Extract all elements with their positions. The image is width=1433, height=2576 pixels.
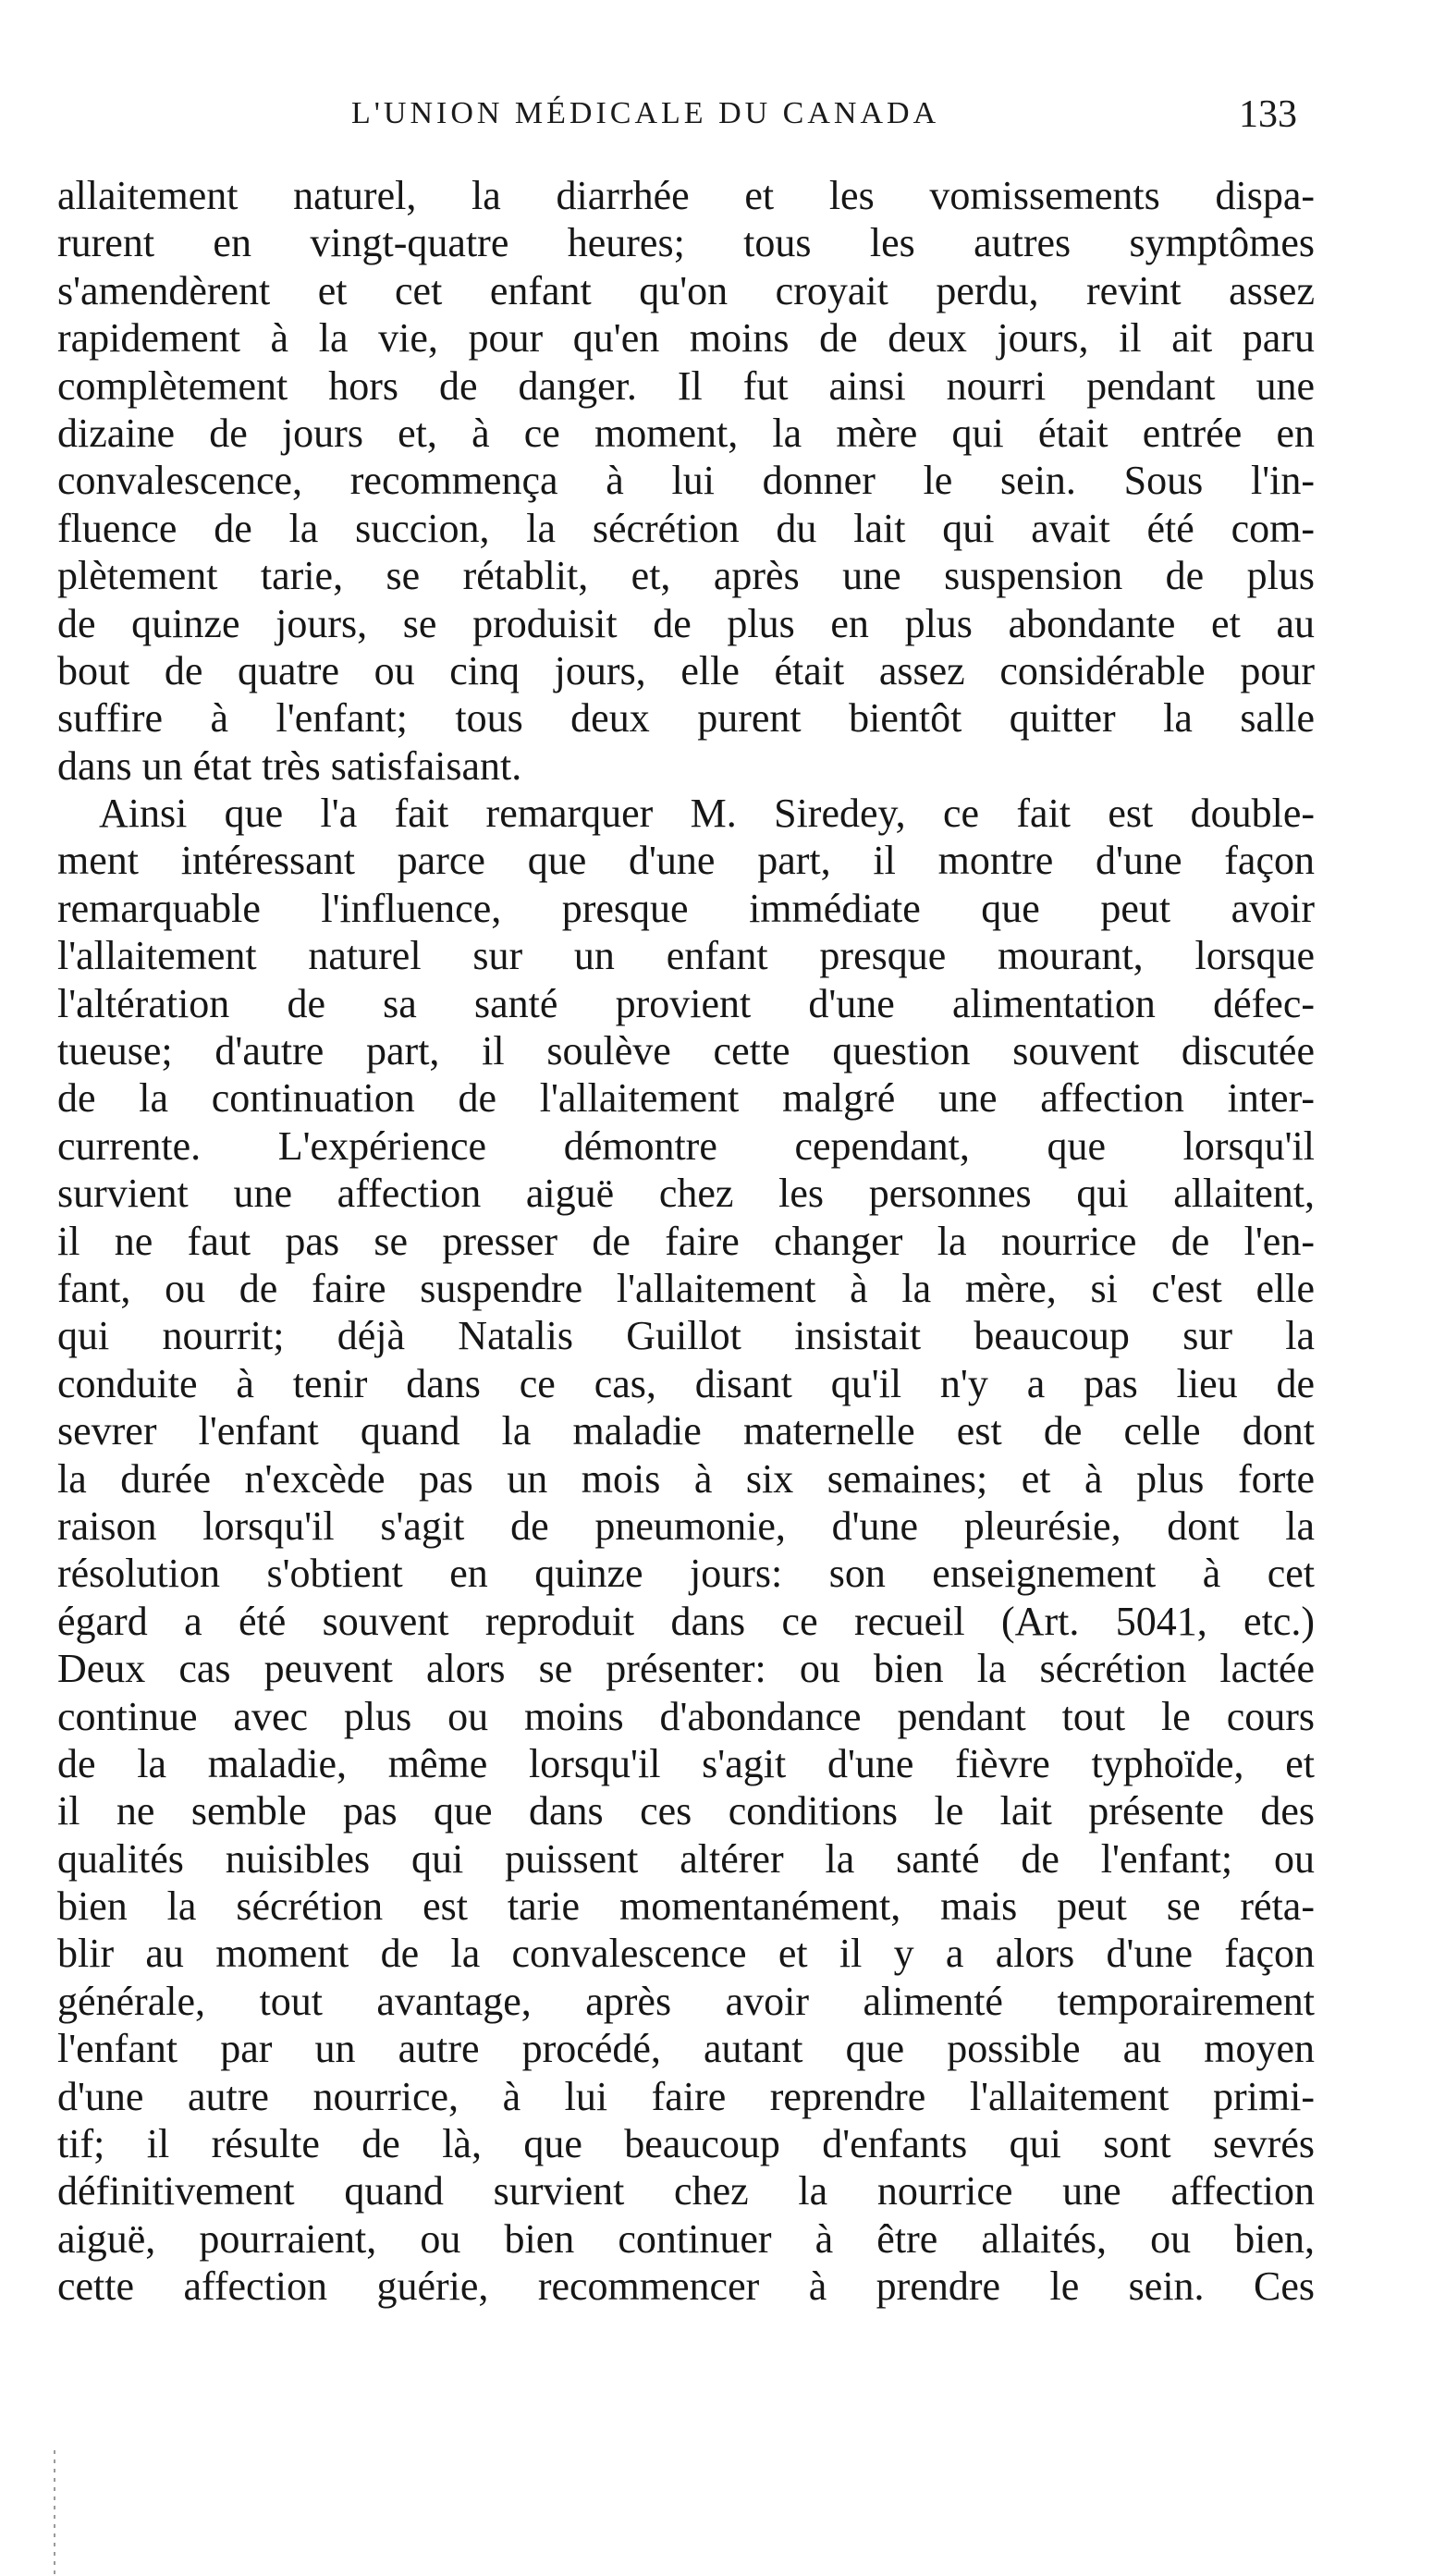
text-line: continue avec plus ou moins d'abondance pendant tout le cours bbox=[57, 1693, 1315, 1739]
page-number: 133 bbox=[1239, 93, 1297, 136]
body-text bbox=[57, 172, 1315, 2311]
text-line: conduite à tenir dans ce cas, disant qu'il n'y a pas lieu de bbox=[57, 1360, 1315, 1406]
text-line: tueuse; d'autre part, il soulève cette question souvent discutée bbox=[57, 1028, 1315, 1074]
text-line: s'amendèrent et cet enfant qu'on croyait perdu, revint assez bbox=[57, 267, 1315, 313]
text-line: remarquable l'influence, presque immédiate que peut avoir bbox=[57, 885, 1315, 931]
text-line: plètement tarie, se rétablit, et, après une suspension de plus bbox=[57, 553, 1315, 599]
text-line: de la continuation de l'allaitement malgré une affection inter- bbox=[57, 1075, 1315, 1122]
text-line: ment intéressant parce que d'une part, il montre d'une façon bbox=[57, 838, 1315, 884]
text-line: bout de quatre ou cinq jours, elle était assez considérable pour bbox=[57, 647, 1315, 693]
scan-margin-mark bbox=[54, 2450, 55, 2576]
text-line: générale, tout avantage, après avoir alimenté temporairement bbox=[57, 1978, 1315, 2024]
running-title: L'UNION MÉDICALE DU CANADA bbox=[351, 96, 940, 130]
text-line: blir au moment de la convalescence et il y a alors d'une façon bbox=[57, 1931, 1315, 1977]
text-line: complètement hors de danger. Il fut ainsi nourri pendant une bbox=[57, 362, 1315, 409]
text-line: définitivement quand survient chez la nourrice une affection bbox=[57, 2168, 1315, 2214]
text-line: allaitement naturel, la diarrhée et les vomissements dispa- bbox=[57, 173, 1315, 218]
text-line: résolution s'obtient en quinze jours: son enseignement à cet bbox=[57, 1551, 1315, 1597]
text-line: convalescence, recommença à lui donner le sein. Sous l'in- bbox=[57, 458, 1315, 504]
text-line: de quinze jours, se produisit de plus en plus abondante et au bbox=[57, 600, 1315, 646]
text-line: il ne semble pas que dans ces conditions le lait présente des bbox=[57, 1788, 1315, 1834]
paragraph-1 bbox=[57, 172, 1315, 790]
text-line: rurent en vingt-quatre heures; tous les autres symptômes bbox=[57, 220, 1315, 266]
text-line: égard a été souvent reproduit dans ce recueil (Art. 5041, etc.) bbox=[57, 1598, 1315, 1644]
text-line: l'altération de sa santé provient d'une alimentation défec- bbox=[57, 980, 1315, 1026]
text-line: suffire à l'enfant; tous deux purent bientôt quitter la salle bbox=[57, 695, 1315, 742]
text-line: Ainsi que l'a fait remarquer M. Siredey, ce fait est double- bbox=[99, 791, 1315, 837]
text-line: l'enfant par un autre procédé, autant que possible au moyen bbox=[57, 2026, 1315, 2072]
text-line: de la maladie, même lorsqu'il s'agit d'une fièvre typhoïde, et bbox=[57, 1740, 1315, 1786]
text-line: rapidement à la vie, pour qu'en moins de deux jours, il ait paru bbox=[57, 315, 1315, 362]
text-line: fluence de la succion, la sécrétion du lait qui avait été com- bbox=[57, 505, 1315, 551]
text-line: la durée n'excède pas un mois à six semaines; et à plus forte bbox=[57, 1455, 1315, 1502]
text-line: aiguë, pourraient, ou bien continuer à être allaités, ou bien, bbox=[57, 2215, 1315, 2262]
text-line: raison lorsqu'il s'agit de pneumonie, d'une pleurésie, dont la bbox=[57, 1503, 1315, 1549]
text-line: currente. L'expérience démontre cependant, que lorsqu'il bbox=[57, 1122, 1315, 1169]
text-line: l'allaitement naturel sur un enfant presque mourant, lorsque bbox=[57, 933, 1315, 979]
text-line: cette affection guérie, recommencer à prendre le sein. Ces bbox=[57, 2263, 1315, 2310]
text-line: d'une autre nourrice, à lui faire reprendre l'allaitement primi- bbox=[57, 2073, 1315, 2119]
text-line: qualités nuisibles qui puissent altérer la santé de l'enfant; ou bbox=[57, 1835, 1315, 1882]
text-line: dans un état très satisfaisant. bbox=[57, 742, 522, 789]
text-line: survient une affection aiguë chez les personnes qui allaitent, bbox=[57, 1171, 1315, 1217]
text-line: il ne faut pas se presser de faire changer la nourrice de l'en- bbox=[57, 1218, 1315, 1264]
text-line: Deux cas peuvent alors se présenter: ou bien la sécrétion lactée bbox=[57, 1646, 1315, 1692]
text-line: qui nourrit; déjà Natalis Guillot insistait beaucoup sur la bbox=[57, 1313, 1315, 1359]
text-line: fant, ou de faire suspendre l'allaitement à la mère, si c'est elle bbox=[57, 1265, 1315, 1311]
text-line: tif; il résulte de là, que beaucoup d'enfants qui sont sevrés bbox=[57, 2121, 1315, 2167]
text-line: bien la sécrétion est tarie momentanément, mais peut se réta- bbox=[57, 1883, 1315, 1930]
text-line: sevrer l'enfant quand la maladie maternelle est de celle dont bbox=[57, 1408, 1315, 1454]
text-line: dizaine de jours et, à ce moment, la mère qui était entrée en bbox=[57, 410, 1315, 456]
paragraph-2 bbox=[57, 790, 1315, 2311]
